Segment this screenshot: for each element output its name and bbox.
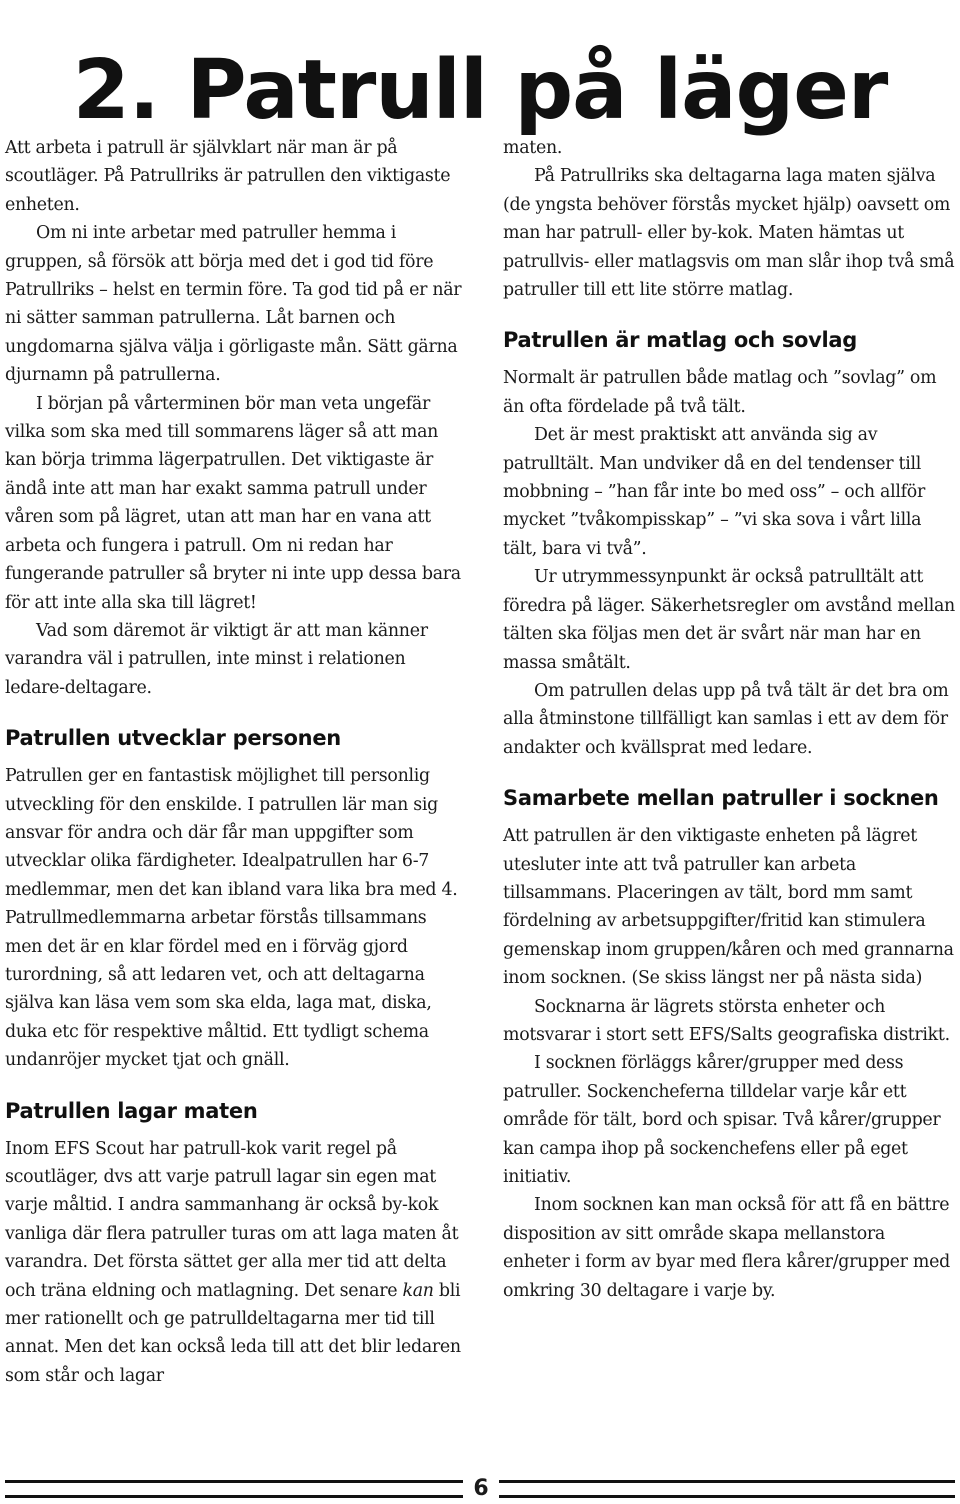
paragraph: Normalt är patrullen både matlag och ”sovlag” om än ofta fördelade på två tält. bbox=[503, 368, 937, 417]
paragraph: I början på vårterminen bör man veta ungefär vilka som ska med till sommarens läger så att man kan börja trimma lägerpatrullen. Det viktigaste är ändå inte att man har exakt samma patrull under våren som på lägret, utan att man har en vana att arbeta och fungera i patrull. Om ni redan har fungerande patruller så bryter ni inte upp dessa bara för att inte alla ska till lägret! bbox=[5, 393, 461, 613]
text-run: bli mer rationellt och ge patrulldeltagarna mer tid till annat. Men det kan också leda till att det blir ledaren som står och lagar bbox=[5, 1280, 461, 1386]
page-title: 2. Patrull på läger bbox=[72, 42, 888, 138]
paragraph: Det är mest praktiskt att använda sig av patrulltält. Man undviker då en del tendenser till mobbning – ”han får inte bo med oss” – och allför mycket ”tvåkompisskap” – ”vi ska sova i vårt lilla tält, bara vi två”. bbox=[503, 425, 925, 559]
paragraph: Att arbeta i patrull är självklart när man är på scoutläger. På Patrullriks är patrullen den viktigaste enheten. bbox=[5, 138, 451, 215]
section-heading: Patrullen utvecklar personen bbox=[5, 726, 341, 751]
paragraph: Ur utrymmessynpunkt är också patrulltält att föredra på läger. Säkerhetsregler om avstånd mellan tälten ska följas men det är svårt när man har en massa småtält. bbox=[503, 567, 955, 673]
page-number: 6 bbox=[463, 1474, 499, 1504]
section-heading: Patrullen är matlag och sovlag bbox=[503, 328, 858, 353]
paragraph: Socknarna är lägrets största enheter och motsvarar i stort sett EFS/Salts geografiska distrikt. bbox=[503, 996, 950, 1045]
paragraph: På Patrullriks ska deltagarna laga maten själva (de yngsta behöver förstås mycket hjälp) oavsett om man har patrull- eller by-kok. Maten hämtas ut patrullvis- eller matlagsvis om man slår ihop två små patruller till ett lite större matlag. bbox=[503, 166, 955, 301]
paragraph bbox=[5, 1135, 467, 1391]
text-run: Inom EFS Scout har patrull-kok varit regel på scoutläger, dvs att varje patrull lagar sin egen mat varje måltid. I andra sammanhang är också by-kok vanliga där flera patruller turas om att laga maten åt varandra. Det första sättet ger alla mer tid att delta och träna eldning och matlagning. Det senare bbox=[5, 1138, 459, 1301]
paragraph: Vad som däremot är viktigt är att man känner varandra väl i patrullen, inte minst i relationen ledare-deltagare. bbox=[5, 620, 428, 698]
section-heading: Patrullen lagar maten bbox=[5, 1098, 258, 1123]
section-heading: Samarbete mellan patruller i socknen bbox=[503, 786, 939, 811]
right-column bbox=[503, 134, 955, 1305]
paragraph: Patrullen ger en fantastisk möjlighet till personlig utveckling för den enskilde. I patrullen lär man sig ansvar för andra och där får man uppgifter som utvecklar olika färdigheter. Idealpatrullen har 6-7 medlemmar, men det kan ibland vara lika bra med 4. Patrullmedlemmarna arbetar förstås tillsammans men det är en klar fördel med en i förväg gjord turordning, så att ledaren vet, och att deltagarna själva kan läsa vem som ska elda, laga mat, diska, duka etc för respektive måltid. Ett tydligt schema undanröjer mycket tjat och gnäll. bbox=[5, 766, 458, 1071]
emphasis-text: kan bbox=[402, 1280, 434, 1301]
paragraph: I socknen förläggs kårer/grupper med dess patruller. Sockencheferna tilldelar varje kår ett område för tält, bord och spisar. Två kårer/grupper kan campa ihop på sockenchefens eller på eget initiativ. bbox=[503, 1053, 941, 1187]
paragraph: Om ni inte arbetar med patruller hemma i gruppen, så försök att börja med det i god tid före Patrullriks – helst en termin före. Ta god tid på er när ni sätter samman patrullerna. Låt barnen och ungdomarna själva välja i görligaste mån. Sätt gärna djurnamn på patrullerna. bbox=[5, 223, 462, 386]
paragraph: Om patrullen delas upp på två tält är det bra om alla åtminstone tillfälligt kan samlas i ett av dem för andakter och kvällsprat med ledare. bbox=[503, 680, 949, 758]
paragraph: maten. bbox=[503, 138, 563, 158]
left-column bbox=[5, 134, 467, 1390]
paragraph: Att patrullen är den viktigaste enheten på lägret utesluter inte att två patruller kan arbeta tillsammans. Placeringen av tält, bord mm samt fördelning av arbetsuppgifter/fritid kan stimulera gemenskap inom gruppen/kåren och med grannarna inom socknen. (Se skiss längst ner på nästa sida) bbox=[503, 826, 954, 989]
paragraph: Inom socknen kan man också för att få en bättre disposition av sitt område skapa mellanstora enheter i form av byar med flera kårer/grupper med omkring 30 deltagare i varje by. bbox=[503, 1195, 950, 1301]
